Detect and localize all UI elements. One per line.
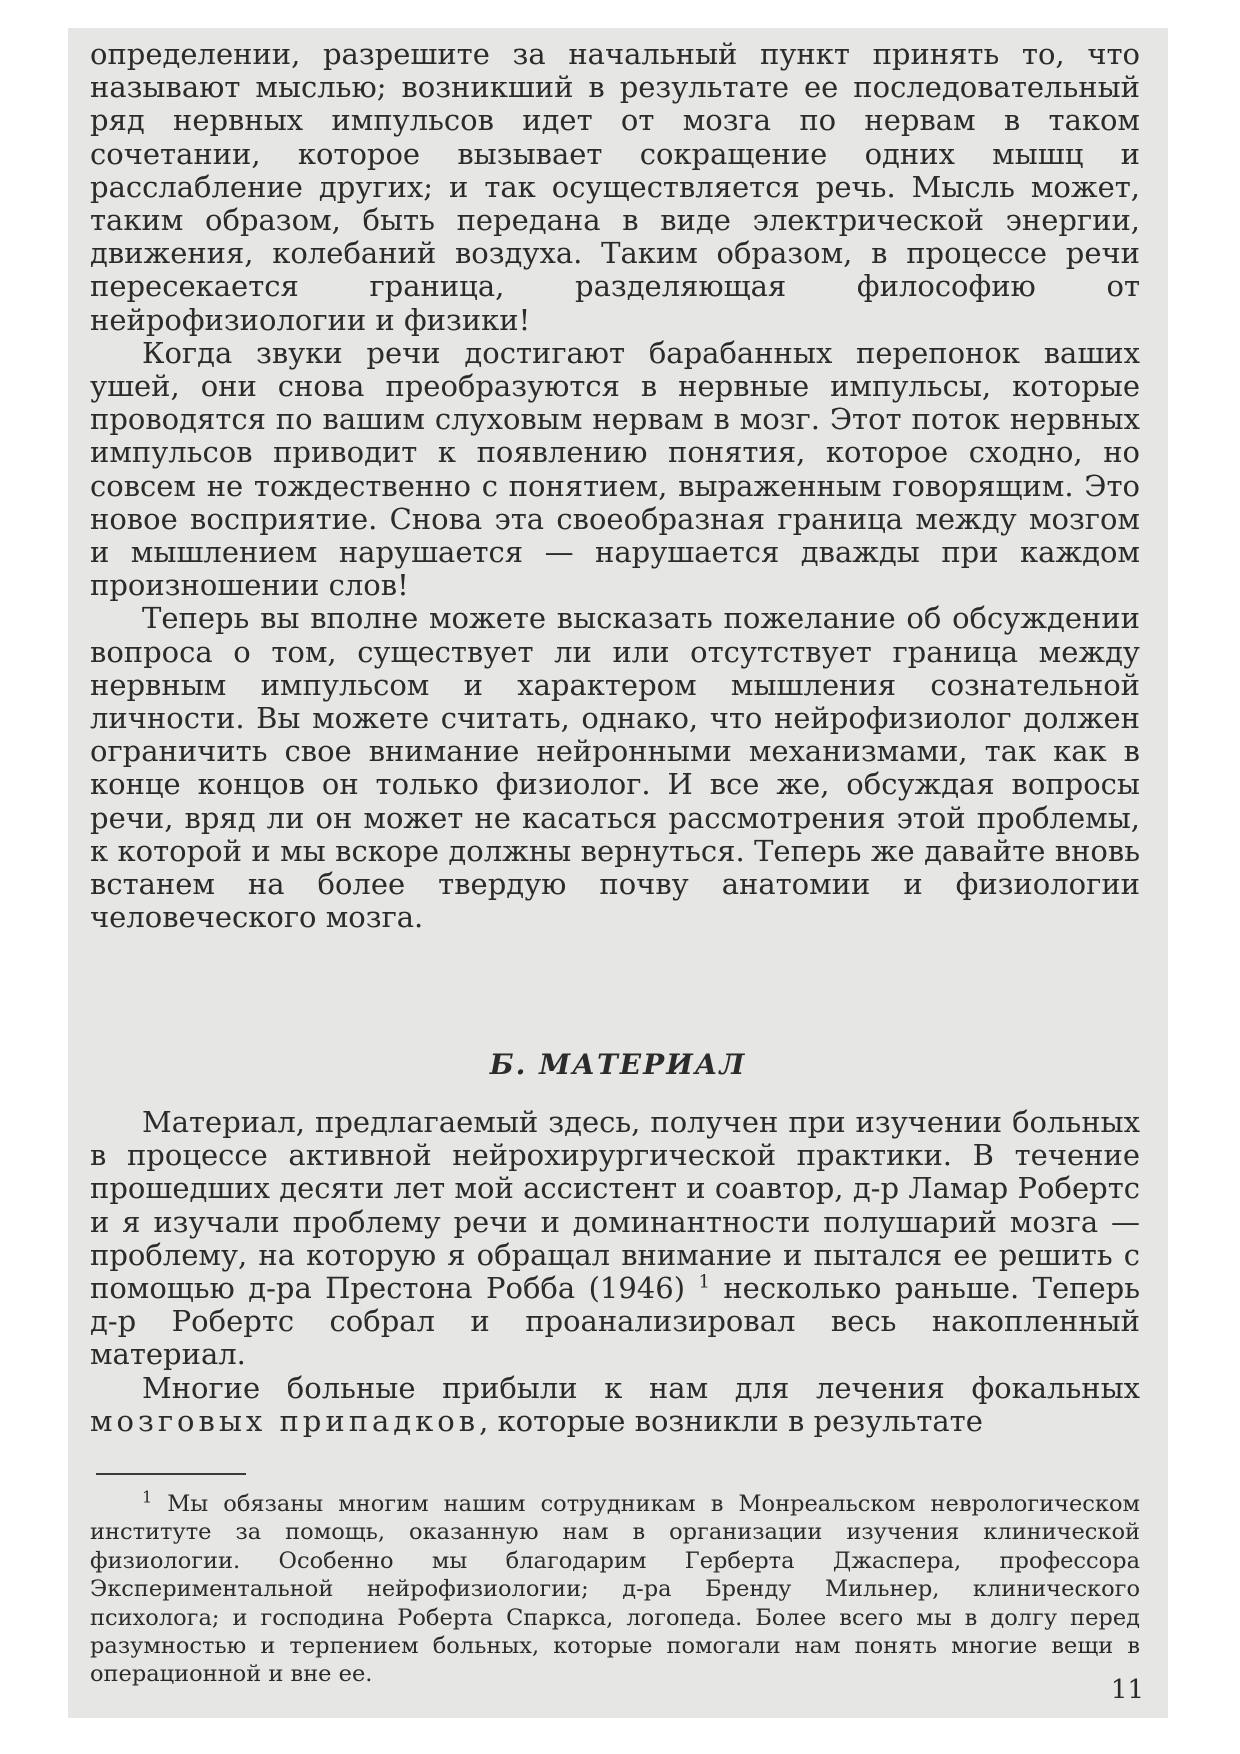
section-heading: Б. МАТЕРИАЛ bbox=[489, 1048, 747, 1081]
footnote bbox=[90, 1487, 1140, 1689]
main-text bbox=[90, 38, 1140, 934]
section-paragraph-1-continuation: несколько раньше. Теперь д-р Робертс собрал и проанализировал весь накопленный материал. bbox=[90, 1271, 1140, 1372]
page-number: 11 bbox=[1110, 1675, 1144, 1705]
section-body bbox=[90, 1106, 1140, 1438]
book-page bbox=[68, 28, 1168, 1718]
paragraph-2: Когда звуки речи достигают барабанных перепонок ваших ушей, они снова преобразуются в нервные импульсы, которые проводятся по вашим слуховым нервам в мозг. Этот поток нервных импульсов приводит к появлению понятия, которое сходно, но совсем не тождественно с понятием, выраженным говорящим. Это новое восприятие. Снова эта своеобразная граница между мозгом и мышлением нарушается — нарушается дважды при каждом произношении слов! bbox=[90, 335, 1140, 603]
footnote-divider bbox=[96, 1473, 246, 1475]
footnote-reference: 1 bbox=[698, 1271, 710, 1293]
section-paragraph-2-start: Многие больные прибыли к нам для лечения фокальных bbox=[142, 1370, 1140, 1405]
paragraph-1: определении, разрешите за начальный пункт принять то, что называют мыслью; возникший в результате ее последовательный ряд нервных импульсов идет от мозга по нервам в таком сочетании, которое вызывает сокращение одних мышц и расслабление других; и так осуществляется речь. Мысль может, таким образом, быть передана в виде электрической энергии, движения, колебаний воздуха. Таким образом, в процессе речи пересекается граница, разделяющая философию от нейрофизиологии и физики! bbox=[90, 37, 1140, 337]
section-paragraph-2-end: , которые возникли в результате bbox=[479, 1403, 983, 1438]
section-paragraph-1-text: Материал, предлагаемый здесь, получен при изучении больных в процессе активной нейрохирургической практики. В течение прошедших десяти лет мой ассистент и соавтор, д-р Ламар Робертс и я изучали проблему речи и доминантности полушарий мозга — проблему, на которую я обращал внимание и пытался ее решить с помощью д-ра Престона Робба (1946) bbox=[90, 1105, 1140, 1306]
footnote-number: 1 bbox=[142, 1487, 153, 1507]
paragraph-3: Теперь вы вполне можете высказать пожелание об обсуждении вопроса о том, существует ли или отсутствует граница между нервным импульсом и характером мышления сознательной личности. Вы можете считать, однако, что нейрофизиолог должен ограничить свое внимание нейронными механизмами, так как в конце концов он только физиолог. И все же, обсуждая вопросы речи, вряд ли он может не касаться рассмотрения этой проблемы, к которой и мы вскоре должны вернуться. Теперь же давайте вновь встанем на более твердую почву анатомии и физиологии человеческого мозга. bbox=[90, 601, 1140, 935]
section-paragraph-2-spaced: мозговых припадков bbox=[90, 1403, 480, 1438]
section-paragraph-1 bbox=[90, 1106, 1140, 1372]
section-paragraph-2 bbox=[90, 1372, 1140, 1438]
footnote-text: Мы обязаны многим нашим сотрудникам в Монреальском неврологическом институте за помощь, оказанную нам в организации изучения клинической физиологии. Особенно мы благодарим Герберта Джаспера, профессора Экспериментальной нейрофизиологии; д-ра Бренду Мильнер, клинического психолога; и господина Роберта Спаркса, логопеда. Более всего мы в долгу перед разумностью и терпением больных, которые помогали нам понять многие вещи в операционной и вне ее. bbox=[90, 1491, 1140, 1688]
